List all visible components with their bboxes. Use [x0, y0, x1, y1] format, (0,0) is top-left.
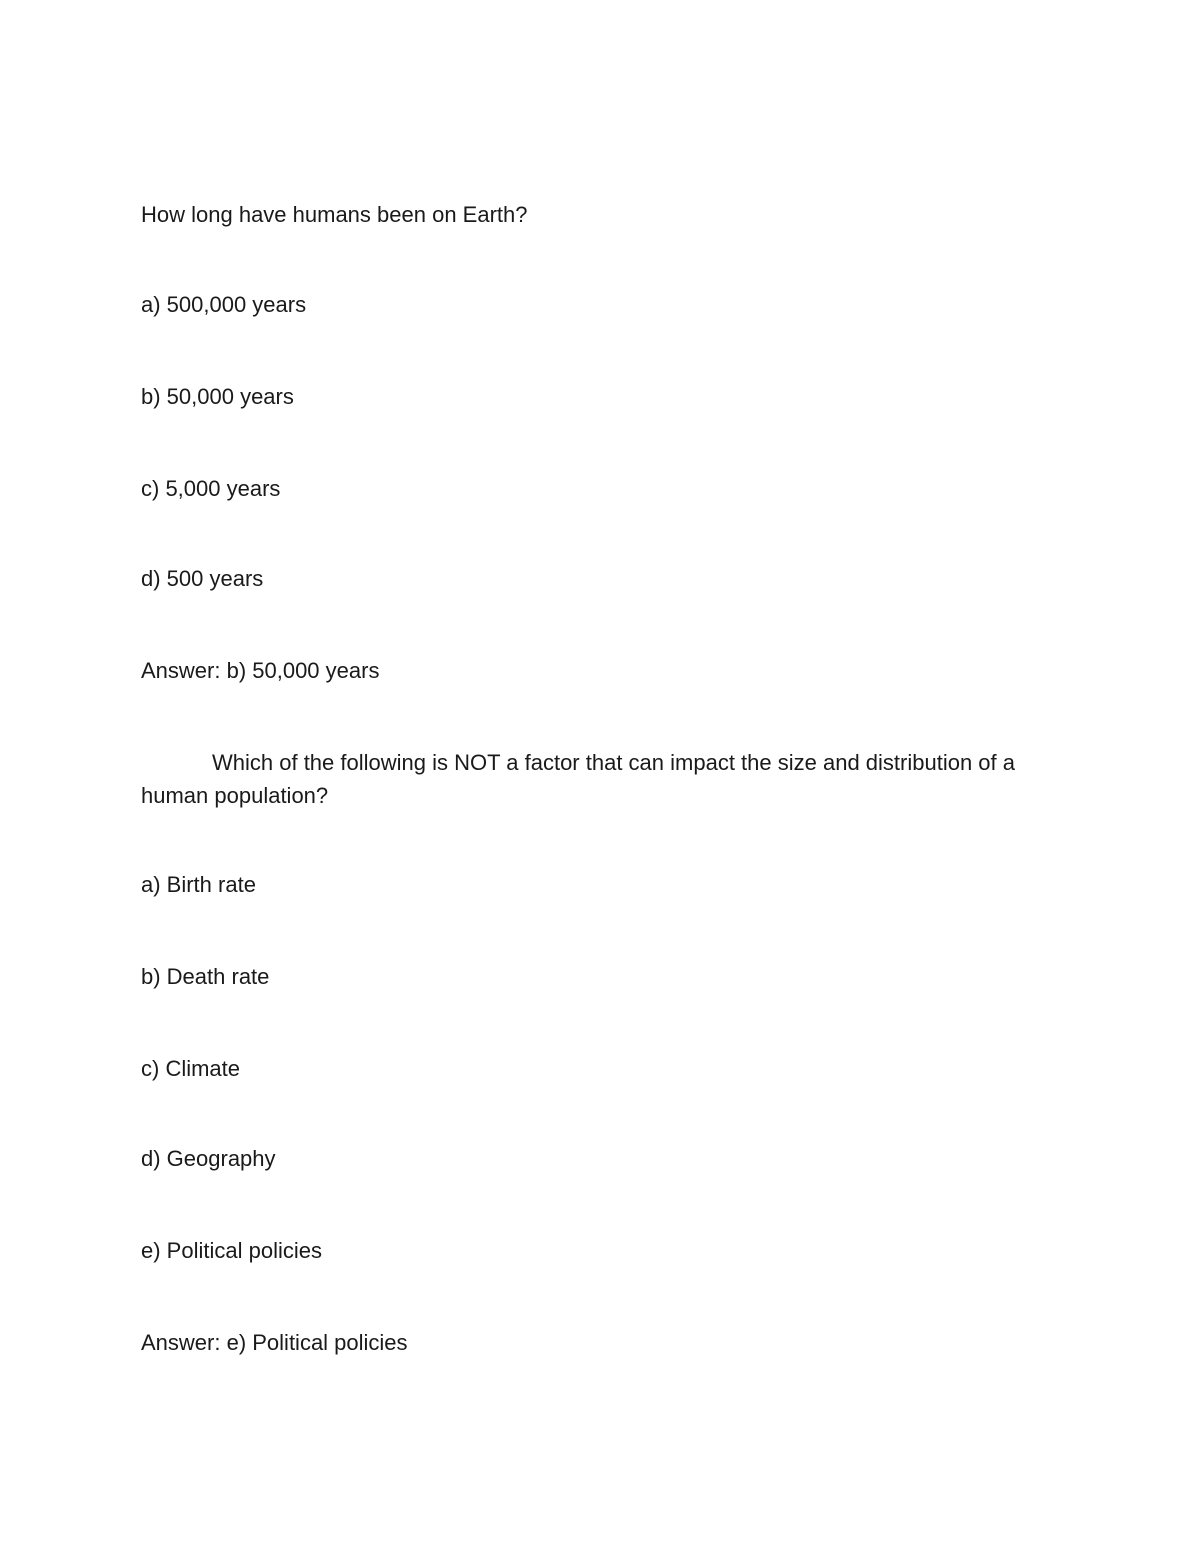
question-2-prompt: Which of the following is NOT a factor that can impact the size and distribution of a human population?: [141, 750, 1015, 808]
question-2-option-a: a) Birth rate: [141, 872, 256, 897]
question-1-option-d: d) 500 years: [141, 566, 264, 591]
question-2-option-d: d) Geography: [141, 1146, 276, 1171]
question-1-option-b: b) 50,000 years: [141, 384, 294, 409]
question-2-option-e: e) Political policies: [141, 1238, 322, 1263]
question-1-answer: Answer: b) 50,000 years: [141, 658, 380, 683]
question-1-option-c: c) 5,000 years: [141, 476, 281, 501]
question-2-option-b: b) Death rate: [141, 964, 270, 989]
question-2-option-c: c) Climate: [141, 1056, 241, 1081]
question-1-prompt: How long have humans been on Earth?: [141, 202, 528, 227]
question-2-answer: Answer: e) Political policies: [141, 1330, 408, 1355]
question-1-option-a: a) 500,000 years: [141, 292, 307, 317]
